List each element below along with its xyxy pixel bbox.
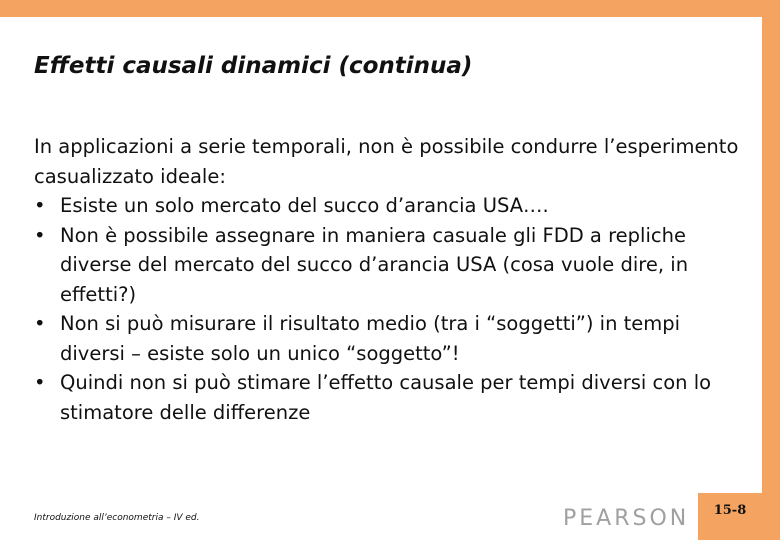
page-number-box bbox=[698, 493, 762, 540]
intro-text: In applicazioni a serie temporali, non è possibile condurre l’esperimento casualizzato ideale: bbox=[34, 135, 739, 188]
bullet-item bbox=[34, 309, 749, 368]
bullet-item bbox=[34, 221, 749, 310]
bullet-icon: • bbox=[34, 223, 46, 247]
bullet-icon: • bbox=[34, 194, 46, 217]
bullet-item bbox=[34, 191, 749, 221]
bullet-text: Non è possibile assegnare in maniera casuale gli FDD a repliche diverse del mercato del succo d’arancia USA (cosa vuole dire, in effetti?) bbox=[60, 223, 689, 306]
slide-title: Effetti causali dinamici (continua) bbox=[34, 53, 473, 79]
slide-body bbox=[34, 132, 749, 427]
bullet-icon: • bbox=[34, 312, 46, 335]
bullet-icon: • bbox=[34, 371, 46, 394]
bullet-item bbox=[34, 368, 749, 427]
book-footer: Introduzione all’econometria – IV ed. bbox=[34, 513, 200, 523]
page-number: 15-8 bbox=[713, 503, 747, 518]
slide bbox=[0, 17, 762, 540]
bullet-text: Esiste un solo mercato del succo d’arancia USA…. bbox=[60, 194, 549, 217]
pearson-logo: PEARSON bbox=[563, 506, 690, 531]
bullet-text: Non si può misurare il risultato medio (tra i “soggetti”) in tempi diversi – esiste solo un unico “soggetto”! bbox=[60, 312, 681, 365]
bullet-list bbox=[34, 191, 749, 427]
bullet-text: Quindi non si può stimare l’effetto causale per tempi diversi con lo stimatore delle differenze bbox=[60, 371, 712, 424]
